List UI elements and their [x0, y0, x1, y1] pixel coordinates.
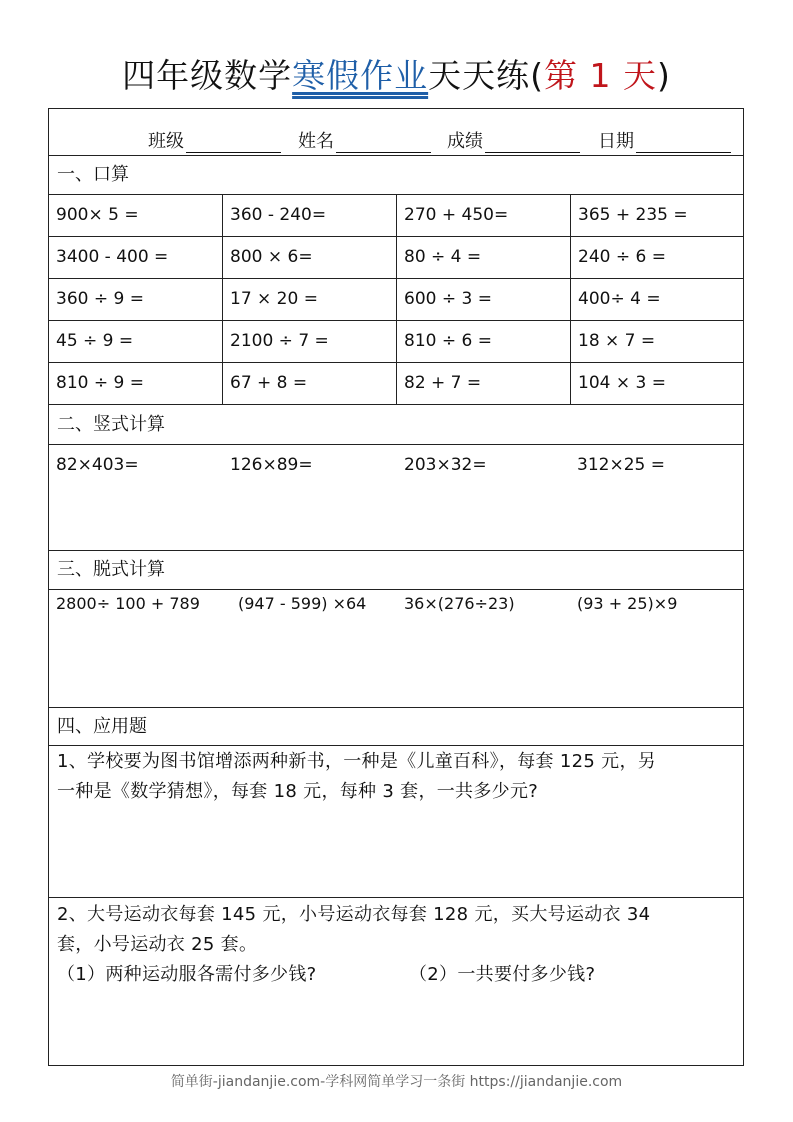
vertical-item: 312×25 = — [577, 455, 665, 475]
date-label: 日期 — [598, 131, 634, 152]
stepwise-item: 36×(276÷23) — [404, 594, 515, 613]
oral-calc-cell[interactable]: 365 + 235 = — [571, 195, 743, 237]
class-field[interactable] — [148, 127, 281, 153]
section3-heading: 三、脱式计算 — [49, 551, 743, 590]
problem2-line1: 2、大号运动衣每套 145 元，小号运动衣每套 128 元，买大号运动衣 34 — [57, 904, 651, 925]
oral-calc-cell[interactable]: 900× 5 = — [49, 195, 223, 237]
oral-calc-cell[interactable]: 360 - 240= — [223, 195, 397, 237]
oral-calc-cell[interactable]: 82 + 7 = — [397, 363, 571, 405]
oral-calc-cell[interactable]: 800 × 6= — [223, 237, 397, 279]
oral-calc-cell[interactable]: 270 + 450= — [397, 195, 571, 237]
problem2-sub2: （2）一共要付多少钱? — [409, 964, 596, 985]
word-problem-1[interactable] — [49, 746, 743, 898]
section2-area[interactable] — [49, 445, 743, 551]
class-label: 班级 — [148, 131, 184, 152]
oral-calc-cell[interactable]: 810 ÷ 6 = — [397, 321, 571, 363]
info-row — [49, 109, 743, 156]
stepwise-item: (947 - 599) ×64 — [238, 594, 367, 613]
vertical-item: 203×32= — [404, 455, 487, 475]
title-homework: 寒假作业 — [292, 56, 429, 95]
section4-heading: 四、应用题 — [49, 708, 743, 746]
vertical-item: 126×89= — [230, 455, 313, 475]
section2-heading: 二、竖式计算 — [49, 406, 743, 445]
section3-area[interactable] — [49, 590, 743, 708]
name-field[interactable] — [298, 127, 431, 153]
oral-calc-cell[interactable]: 2100 ÷ 7 = — [223, 321, 397, 363]
title-daily: 天天练( — [428, 56, 544, 95]
title-day-number: 第 1 天 — [544, 56, 657, 95]
title-close-paren: ) — [656, 56, 671, 95]
footer-watermark: 简单街-jiandanjie.com-学科网简单学习一条街 https://jiandanjie.com — [170, 1074, 623, 1090]
oral-calc-cell[interactable]: 80 ÷ 4 = — [397, 237, 571, 279]
page-title — [0, 50, 793, 97]
problem1-line2: 一种是《数学猜想》，每套 18 元，每种 3 套，一共多少元? — [57, 781, 539, 802]
name-label: 姓名 — [298, 131, 334, 152]
date-blank[interactable] — [636, 134, 731, 153]
vertical-item: 82×403= — [56, 455, 139, 475]
oral-calc-cell[interactable]: 18 × 7 = — [571, 321, 743, 363]
oral-calc-grid — [49, 195, 743, 406]
oral-calc-cell[interactable]: 17 × 20 = — [223, 279, 397, 321]
date-field[interactable] — [598, 127, 731, 153]
score-field[interactable] — [447, 127, 580, 153]
oral-calc-cell[interactable]: 360 ÷ 9 = — [49, 279, 223, 321]
worksheet — [48, 108, 744, 1066]
oral-calc-cell[interactable]: 240 ÷ 6 = — [571, 237, 743, 279]
word-problem-2[interactable] — [49, 898, 743, 1065]
score-label: 成绩 — [447, 131, 483, 152]
oral-calc-cell[interactable]: 810 ÷ 9 = — [49, 363, 223, 405]
class-blank[interactable] — [186, 134, 281, 153]
score-blank[interactable] — [485, 134, 580, 153]
oral-calc-cell[interactable]: 3400 - 400 = — [49, 237, 223, 279]
name-blank[interactable] — [336, 134, 431, 153]
oral-calc-cell[interactable]: 67 + 8 = — [223, 363, 397, 405]
problem2-sub1: （1）两种运动服各需付多少钱? — [57, 964, 317, 985]
problem2-line2: 套，小号运动衣 25 套。 — [57, 934, 258, 955]
oral-calc-cell[interactable]: 45 ÷ 9 = — [49, 321, 223, 363]
oral-calc-cell[interactable]: 400÷ 4 = — [571, 279, 743, 321]
oral-calc-cell[interactable]: 600 ÷ 3 = — [397, 279, 571, 321]
stepwise-item: 2800÷ 100 + 789 — [56, 594, 200, 613]
title-grade: 四年级数学 — [122, 56, 293, 95]
section1-heading: 一、口算 — [49, 156, 743, 195]
stepwise-item: (93 + 25)×9 — [577, 594, 678, 613]
problem1-line1: 1、学校要为图书馆增添两种新书，一种是《儿童百科》，每套 125 元，另 — [57, 751, 657, 772]
oral-calc-cell[interactable]: 104 × 3 = — [571, 363, 743, 405]
